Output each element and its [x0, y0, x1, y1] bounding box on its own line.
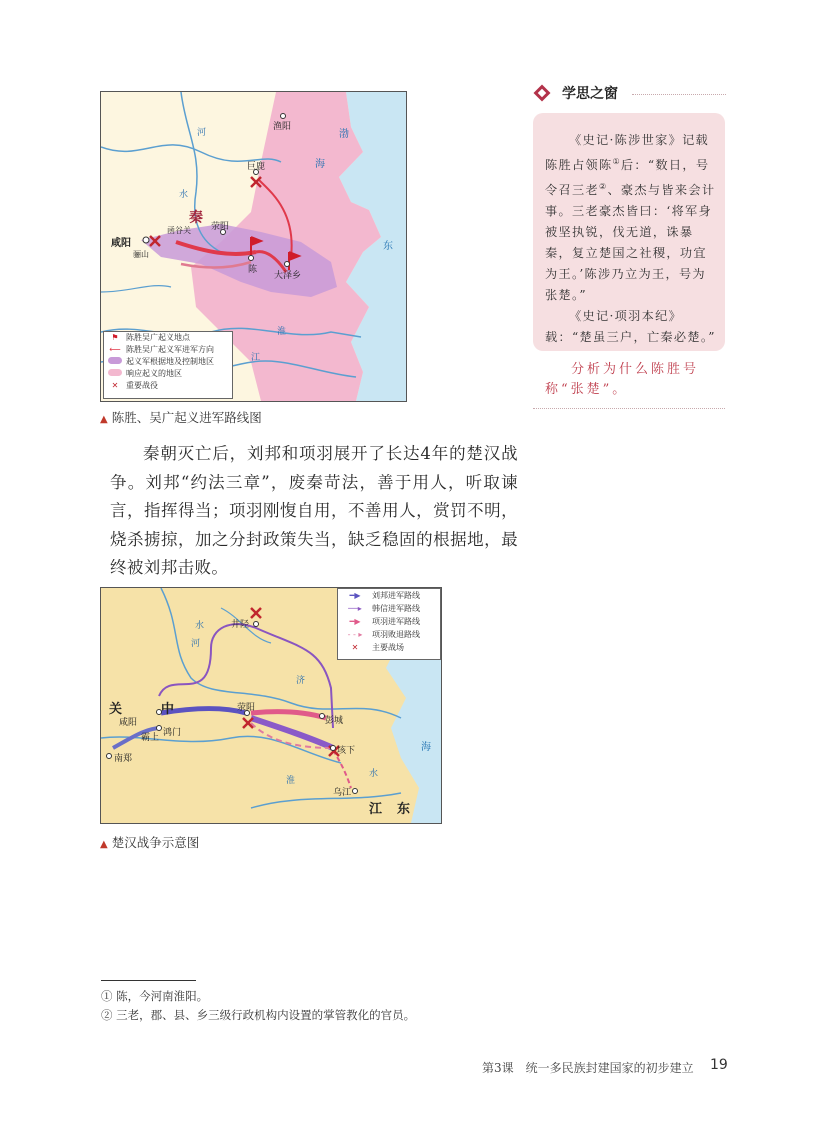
- liubang-arrow-icon: ━▶: [349, 590, 361, 600]
- page-number: 19: [710, 1057, 728, 1073]
- quote-part: 《史记·陈涉世家》记载陈胜占领陈: [545, 133, 710, 173]
- dotted-divider: [533, 408, 725, 409]
- label-nanzheng: 南郑: [114, 754, 133, 764]
- legend-label: 主要战场: [372, 642, 404, 652]
- legend-row: [338, 628, 440, 641]
- label-huai: 淮: [277, 327, 287, 337]
- label-bo: 渤: [339, 129, 349, 140]
- legend-row: [104, 368, 232, 380]
- legend-row: [338, 589, 440, 602]
- label-dazexiang: 大泽乡: [274, 271, 302, 281]
- legend-row: [104, 380, 232, 392]
- legend-row: [338, 641, 440, 654]
- triangle-icon: ▲: [100, 839, 108, 850]
- label-julu: 巨鹿: [247, 162, 266, 172]
- label-chen: 陈: [248, 265, 258, 275]
- legend-row: [104, 332, 232, 344]
- footnote-2: ② 三老，郡、县、乡三级行政机构内设置的掌管教化的官员。: [101, 1008, 416, 1022]
- label-gaixia: 垓下: [337, 746, 356, 756]
- label-he: 河: [191, 639, 201, 649]
- footnote-rule: [101, 980, 196, 981]
- label-huai2: 淮: [286, 776, 296, 786]
- label-pengcheng: 彭城: [325, 716, 344, 726]
- label-jiang: 江: [251, 353, 261, 363]
- map1-legend: [103, 331, 233, 399]
- map1-caption-text: 陈胜、吴广起义进军路线图: [111, 410, 262, 425]
- label-dong: 东: [383, 241, 393, 252]
- legend-row: [338, 602, 440, 615]
- label-jiang: 江: [369, 802, 383, 817]
- legend-label: 韩信进军路线: [372, 603, 420, 613]
- sidebar-quote-text: [545, 130, 717, 348]
- xiangyu-retreat-arrow-icon: - - ▸: [347, 629, 363, 639]
- footer-lesson-title: 第3课 统一多民族封建国家的初步建立: [482, 1061, 694, 1075]
- label-lishan: 骊山: [133, 250, 149, 259]
- map2-legend: [337, 588, 441, 660]
- quote-part: 、豪杰与皆来会计事。三老豪杰皆曰：‘将军身被坚执锐，伐无道，诛暴秦，复立楚国之社稷，功宜为王。’陈涉乃立为王，号为张楚。”: [545, 183, 716, 303]
- sidebar-title: 学思之窗: [562, 86, 618, 102]
- label-hai: 海: [315, 159, 325, 170]
- purple-area-icon: [104, 356, 126, 368]
- legend-label: 起义军根据地及控制地区: [126, 357, 214, 366]
- chen-sheng-wu-guang-uprising-map: [100, 91, 407, 402]
- triangle-icon: ▲: [100, 414, 108, 425]
- label-xingyang: 荥阳: [211, 222, 230, 232]
- hanxin-arrow-icon: ──▸: [348, 603, 362, 613]
- cross-icon: ✕: [351, 642, 359, 652]
- quote-part: 后：“数日，号令召三老: [545, 158, 710, 198]
- legend-label: 陈胜吴广起义军进军方向: [126, 345, 214, 354]
- label-he: 河: [197, 128, 207, 138]
- arrow-icon: ⟵: [109, 345, 121, 354]
- label-jingxing: 井陉: [231, 620, 250, 630]
- legend-label: 陈胜吴广起义地点: [126, 333, 190, 342]
- legend-row: [338, 615, 440, 628]
- label-dong: 东: [397, 802, 411, 817]
- legend-row: [104, 344, 232, 356]
- label-shui: 水: [179, 190, 189, 200]
- label-xianyang: 咸阳: [111, 238, 131, 249]
- diamond-icon: [533, 84, 551, 102]
- legend-label: 响应起义的地区: [126, 369, 182, 378]
- map2-caption-text: 楚汉战争示意图: [111, 835, 200, 850]
- label-xingyang2: 荥阳: [237, 703, 256, 713]
- legend-row: [104, 356, 232, 368]
- label-qin: 秦: [189, 210, 203, 226]
- label-hongmen: 鸿门: [163, 728, 182, 738]
- label-shui-a: 水: [369, 769, 379, 779]
- label-guan: 关: [109, 702, 123, 717]
- map1-caption: [100, 408, 262, 426]
- quote-shiji-chenshe: [545, 130, 717, 306]
- pink-area-icon: [104, 368, 126, 380]
- body-paragraph: 秦朝灭亡后，刘邦和项羽展开了长达4年的楚汉战争。刘邦“约法三章”，废秦苛法，善于用人，听取谏言，指挥得当；项羽刚愎自用，不善用人，赏罚不明，烧杀掳掠，加之分封政策失当，缺乏稳固的根据地，最终被刘邦击败。: [110, 444, 518, 577]
- footnote-1: ① 陈，今河南淮阳。: [101, 989, 209, 1003]
- label-wujiang: 乌江: [333, 788, 352, 798]
- legend-label: 项羽败退路线: [372, 629, 420, 639]
- label-ji: 济: [296, 676, 306, 686]
- label-yuyang: 渔阳: [273, 122, 292, 132]
- footnote-ref: ②: [598, 182, 608, 192]
- cross-icon: ✕: [111, 381, 119, 390]
- footnote-ref: ①: [612, 157, 621, 166]
- flag-icon: ⚑: [111, 333, 119, 342]
- legend-label: 刘邦进军路线: [372, 590, 420, 600]
- label-shui-b: 水: [195, 621, 205, 631]
- map2-caption: [100, 833, 199, 851]
- quote-shiji-xiangyu: 《史记·项羽本纪》载：“楚虽三户，亡秦必楚。”: [545, 309, 716, 345]
- label-zhong: 中: [161, 702, 175, 717]
- legend-label: 项羽进军路线: [372, 616, 420, 626]
- legend-label: 重要战役: [126, 381, 158, 390]
- label-xianyang2: 咸阳: [119, 718, 138, 728]
- label-sea: 海: [421, 742, 431, 753]
- label-bashang: 霸上: [141, 733, 160, 743]
- sidebar-question: 分析为什么陈胜号称“张楚”。: [545, 362, 700, 397]
- label-hanguguan: 函谷关: [167, 226, 191, 235]
- dotted-divider: [632, 94, 726, 95]
- xiangyu-arrow-icon: ━▶: [349, 616, 361, 626]
- chu-han-war-map: [100, 587, 442, 824]
